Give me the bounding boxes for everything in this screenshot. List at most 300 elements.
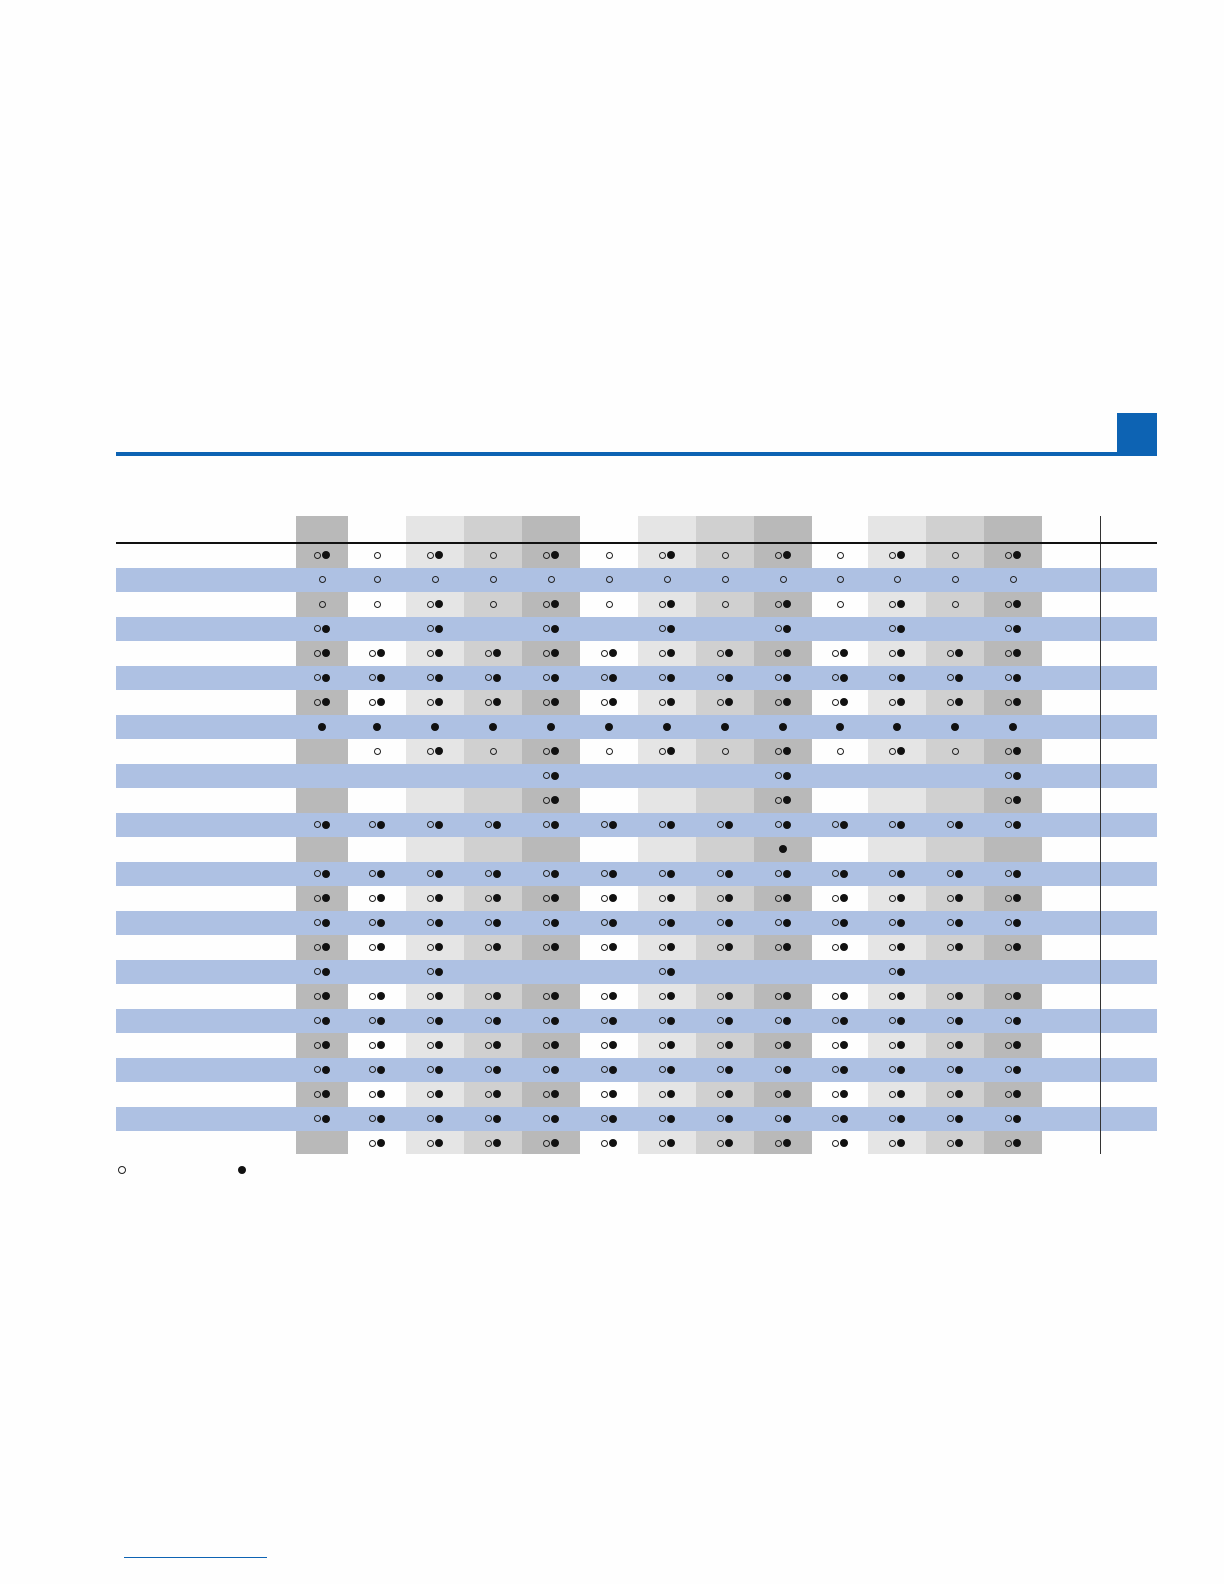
filled-circle-icon bbox=[667, 1115, 675, 1123]
filled-circle-icon bbox=[551, 772, 559, 780]
matrix-cell bbox=[464, 1131, 522, 1156]
open-circle-icon bbox=[659, 748, 666, 755]
row-label bbox=[116, 592, 296, 617]
filled-circle-icon bbox=[322, 1066, 330, 1074]
matrix-cell bbox=[812, 764, 868, 789]
open-circle-icon bbox=[601, 895, 608, 902]
matrix-cell bbox=[1100, 715, 1157, 740]
matrix-cell bbox=[638, 935, 696, 960]
open-circle-icon bbox=[889, 674, 896, 681]
filled-circle-icon bbox=[725, 919, 733, 927]
matrix-cell bbox=[1100, 862, 1157, 887]
filled-circle-icon bbox=[1013, 625, 1021, 633]
section-rule bbox=[116, 452, 1117, 456]
matrix-cell bbox=[868, 592, 926, 617]
matrix-cell bbox=[464, 715, 522, 740]
open-circle-icon bbox=[1005, 1017, 1012, 1024]
matrix-cell bbox=[868, 862, 926, 887]
matrix-cell bbox=[406, 690, 464, 715]
open-circle-icon bbox=[952, 552, 959, 559]
matrix-cell bbox=[926, 1058, 984, 1083]
filled-circle-icon bbox=[609, 919, 617, 927]
filled-circle-icon bbox=[1013, 894, 1021, 902]
row-label bbox=[116, 739, 296, 764]
open-circle-icon bbox=[427, 870, 434, 877]
filled-circle-icon bbox=[1009, 723, 1017, 731]
filled-circle-icon bbox=[897, 1017, 905, 1025]
filled-circle-icon bbox=[435, 674, 443, 682]
open-circle-icon bbox=[601, 1066, 608, 1073]
open-circle-icon bbox=[775, 650, 782, 657]
filled-circle-icon bbox=[667, 821, 675, 829]
matrix-cell bbox=[868, 886, 926, 911]
matrix-cell bbox=[638, 666, 696, 691]
matrix-cell bbox=[348, 715, 406, 740]
matrix-cell bbox=[580, 1082, 638, 1107]
filled-circle-icon bbox=[897, 1041, 905, 1049]
filled-circle-icon bbox=[840, 992, 848, 1000]
filled-circle-icon bbox=[551, 1066, 559, 1074]
matrix-cell bbox=[348, 592, 406, 617]
matrix-cell bbox=[406, 813, 464, 838]
matrix-cell bbox=[984, 1082, 1042, 1107]
filled-circle-icon bbox=[897, 698, 905, 706]
matrix-cell bbox=[754, 543, 812, 568]
filled-circle-icon bbox=[435, 968, 443, 976]
filled-circle-icon bbox=[725, 821, 733, 829]
matrix-cell bbox=[754, 862, 812, 887]
open-circle-icon bbox=[659, 919, 666, 926]
filled-circle-icon bbox=[783, 649, 791, 657]
filled-circle-icon bbox=[1013, 1139, 1021, 1147]
filled-circle-icon bbox=[667, 600, 675, 608]
open-circle-icon bbox=[543, 1017, 550, 1024]
matrix-cell bbox=[868, 1107, 926, 1132]
open-circle-icon bbox=[832, 895, 839, 902]
matrix-cell bbox=[464, 911, 522, 936]
open-circle-icon bbox=[775, 797, 782, 804]
open-circle-icon bbox=[832, 699, 839, 706]
open-circle-icon bbox=[1005, 993, 1012, 1000]
matrix-cell bbox=[348, 1131, 406, 1156]
open-circle-icon bbox=[1005, 674, 1012, 681]
matrix-cell bbox=[812, 984, 868, 1009]
matrix-cell bbox=[296, 592, 348, 617]
matrix-cell bbox=[296, 666, 348, 691]
filled-circle-icon bbox=[725, 1090, 733, 1098]
filled-circle-icon bbox=[1013, 821, 1021, 829]
filled-circle-icon bbox=[1013, 1041, 1021, 1049]
open-circle-icon bbox=[659, 601, 666, 608]
matrix-cell bbox=[1100, 543, 1157, 568]
row-label bbox=[116, 862, 296, 887]
matrix-cell bbox=[696, 568, 754, 593]
open-circle-icon bbox=[1005, 650, 1012, 657]
matrix-cell bbox=[754, 935, 812, 960]
matrix-cell bbox=[522, 568, 580, 593]
matrix-cell bbox=[464, 960, 522, 985]
open-circle-icon bbox=[606, 576, 613, 583]
filled-circle-icon bbox=[897, 1090, 905, 1098]
filled-circle-icon bbox=[783, 992, 791, 1000]
open-circle-icon bbox=[427, 919, 434, 926]
matrix-cell bbox=[464, 788, 522, 813]
open-circle-icon bbox=[314, 552, 321, 559]
matrix-cell bbox=[580, 739, 638, 764]
open-circle-icon bbox=[374, 552, 381, 559]
matrix-cell bbox=[1100, 592, 1157, 617]
filled-circle-icon bbox=[435, 821, 443, 829]
matrix-cell bbox=[1042, 690, 1100, 715]
matrix-cell bbox=[464, 1082, 522, 1107]
matrix-cell bbox=[812, 617, 868, 642]
matrix-cell bbox=[406, 739, 464, 764]
matrix-cell bbox=[1100, 1131, 1157, 1156]
filled-circle-icon bbox=[783, 674, 791, 682]
filled-circle-icon bbox=[955, 1139, 963, 1147]
filled-circle-icon bbox=[663, 723, 671, 731]
open-circle-icon bbox=[369, 1066, 376, 1073]
filled-circle-icon bbox=[551, 821, 559, 829]
open-circle-icon bbox=[717, 919, 724, 926]
filled-circle-icon bbox=[609, 649, 617, 657]
matrix-cell bbox=[868, 690, 926, 715]
open-circle-icon bbox=[427, 968, 434, 975]
open-circle-icon bbox=[543, 601, 550, 608]
row-label bbox=[116, 764, 296, 789]
filled-circle-icon bbox=[377, 1139, 385, 1147]
matrix-cell bbox=[984, 935, 1042, 960]
open-circle-icon bbox=[427, 1115, 434, 1122]
matrix-cell bbox=[926, 1033, 984, 1058]
matrix-cell bbox=[696, 1033, 754, 1058]
matrix-cell bbox=[348, 837, 406, 862]
open-circle-icon bbox=[314, 699, 321, 706]
open-circle-icon bbox=[722, 748, 729, 755]
open-circle-icon bbox=[118, 1166, 126, 1174]
filled-circle-icon bbox=[493, 1139, 501, 1147]
filled-circle-icon bbox=[955, 943, 963, 951]
matrix-cell bbox=[348, 666, 406, 691]
matrix-cell bbox=[696, 666, 754, 691]
open-circle-icon bbox=[947, 821, 954, 828]
open-circle-icon bbox=[374, 748, 381, 755]
open-circle-icon bbox=[717, 895, 724, 902]
matrix-cell bbox=[522, 739, 580, 764]
filled-circle-icon bbox=[551, 1115, 559, 1123]
filled-circle-icon bbox=[493, 649, 501, 657]
matrix-cell bbox=[522, 1082, 580, 1107]
open-circle-icon bbox=[717, 993, 724, 1000]
filled-circle-icon bbox=[897, 600, 905, 608]
filled-circle-icon bbox=[779, 723, 787, 731]
open-circle-icon bbox=[952, 601, 959, 608]
matrix-cell bbox=[754, 764, 812, 789]
open-circle-icon bbox=[889, 625, 896, 632]
matrix-cell bbox=[1100, 739, 1157, 764]
matrix-cell bbox=[580, 837, 638, 862]
matrix-cell bbox=[580, 592, 638, 617]
matrix-cell bbox=[696, 715, 754, 740]
matrix-cell bbox=[348, 886, 406, 911]
filled-circle-icon bbox=[1013, 649, 1021, 657]
open-circle-icon bbox=[369, 1017, 376, 1024]
filled-circle-icon bbox=[783, 870, 791, 878]
open-circle-icon bbox=[490, 552, 497, 559]
matrix-cell bbox=[868, 984, 926, 1009]
matrix-cell bbox=[984, 960, 1042, 985]
matrix-cell bbox=[580, 813, 638, 838]
filled-circle-icon bbox=[377, 1041, 385, 1049]
matrix-cell bbox=[296, 1131, 348, 1156]
filled-circle-icon bbox=[667, 698, 675, 706]
filled-circle-icon bbox=[493, 919, 501, 927]
open-circle-icon bbox=[374, 601, 381, 608]
open-circle-icon bbox=[314, 1066, 321, 1073]
matrix-cell bbox=[406, 568, 464, 593]
open-circle-icon bbox=[717, 821, 724, 828]
matrix-cell bbox=[580, 617, 638, 642]
matrix-cell bbox=[812, 837, 868, 862]
open-circle-icon bbox=[543, 1115, 550, 1122]
open-circle-icon bbox=[601, 699, 608, 706]
open-circle-icon bbox=[1005, 895, 1012, 902]
open-circle-icon bbox=[947, 1042, 954, 1049]
open-circle-icon bbox=[601, 870, 608, 877]
open-circle-icon bbox=[717, 1091, 724, 1098]
matrix-cell bbox=[926, 886, 984, 911]
row-label bbox=[116, 788, 296, 813]
matrix-cell bbox=[696, 886, 754, 911]
matrix-cell bbox=[296, 1033, 348, 1058]
matrix-cell bbox=[1042, 1131, 1100, 1156]
filled-circle-icon bbox=[377, 894, 385, 902]
open-circle-icon bbox=[543, 870, 550, 877]
filled-circle-icon bbox=[783, 821, 791, 829]
open-circle-icon bbox=[427, 1140, 434, 1147]
matrix-cell bbox=[580, 1009, 638, 1034]
open-circle-icon bbox=[947, 650, 954, 657]
filled-circle-icon bbox=[551, 1139, 559, 1147]
filled-circle-icon bbox=[609, 1115, 617, 1123]
row-label bbox=[116, 715, 296, 740]
open-circle-icon bbox=[889, 1042, 896, 1049]
filled-circle-icon bbox=[238, 1166, 246, 1174]
matrix-cell bbox=[638, 960, 696, 985]
matrix-cell bbox=[1100, 813, 1157, 838]
filled-circle-icon bbox=[493, 821, 501, 829]
open-circle-icon bbox=[601, 919, 608, 926]
matrix-cell bbox=[296, 984, 348, 1009]
filled-circle-icon bbox=[609, 1139, 617, 1147]
matrix-cell bbox=[522, 886, 580, 911]
matrix-cell bbox=[296, 960, 348, 985]
filled-circle-icon bbox=[377, 1017, 385, 1025]
row-label bbox=[116, 1058, 296, 1083]
open-circle-icon bbox=[485, 895, 492, 902]
filled-circle-icon bbox=[377, 1066, 385, 1074]
matrix-cell bbox=[868, 617, 926, 642]
matrix-cell bbox=[754, 911, 812, 936]
matrix-cell bbox=[868, 666, 926, 691]
matrix-cell bbox=[754, 813, 812, 838]
matrix-cell bbox=[296, 641, 348, 666]
matrix-cell bbox=[1100, 641, 1157, 666]
row-label bbox=[116, 690, 296, 715]
open-circle-icon bbox=[314, 625, 321, 632]
filled-circle-icon bbox=[783, 1066, 791, 1074]
open-circle-icon bbox=[427, 993, 434, 1000]
matrix-cell bbox=[754, 1082, 812, 1107]
open-circle-icon bbox=[1005, 552, 1012, 559]
matrix-cell bbox=[868, 641, 926, 666]
open-circle-icon bbox=[837, 552, 844, 559]
matrix-cell bbox=[522, 813, 580, 838]
matrix-cell bbox=[296, 1058, 348, 1083]
filled-circle-icon bbox=[609, 674, 617, 682]
filled-circle-icon bbox=[1013, 747, 1021, 755]
open-circle-icon bbox=[832, 1042, 839, 1049]
matrix-cell bbox=[868, 1058, 926, 1083]
matrix-cell bbox=[868, 837, 926, 862]
matrix-cell bbox=[1042, 1009, 1100, 1034]
matrix-cell bbox=[696, 862, 754, 887]
filled-circle-icon bbox=[667, 919, 675, 927]
matrix-cell bbox=[754, 715, 812, 740]
matrix-cell bbox=[926, 984, 984, 1009]
filled-circle-icon bbox=[1013, 1090, 1021, 1098]
matrix-cell bbox=[580, 641, 638, 666]
matrix-cell bbox=[638, 1082, 696, 1107]
matrix-cell bbox=[348, 1082, 406, 1107]
open-circle-icon bbox=[832, 1091, 839, 1098]
open-circle-icon bbox=[1005, 699, 1012, 706]
open-circle-icon bbox=[659, 674, 666, 681]
open-circle-icon bbox=[947, 699, 954, 706]
open-circle-icon bbox=[717, 1042, 724, 1049]
matrix-cell bbox=[696, 1058, 754, 1083]
filled-circle-icon bbox=[840, 1090, 848, 1098]
matrix-cell bbox=[464, 1107, 522, 1132]
open-circle-icon bbox=[1005, 1066, 1012, 1073]
filled-circle-icon bbox=[725, 649, 733, 657]
filled-circle-icon bbox=[1013, 796, 1021, 804]
open-circle-icon bbox=[837, 748, 844, 755]
open-circle-icon bbox=[889, 1140, 896, 1147]
matrix-cell bbox=[696, 1107, 754, 1132]
matrix-cell bbox=[464, 617, 522, 642]
open-circle-icon bbox=[717, 870, 724, 877]
filled-circle-icon bbox=[667, 894, 675, 902]
filled-circle-icon bbox=[373, 723, 381, 731]
open-circle-icon bbox=[427, 674, 434, 681]
filled-circle-icon bbox=[667, 1041, 675, 1049]
matrix-cell bbox=[638, 764, 696, 789]
column-header bbox=[580, 516, 638, 542]
matrix-cell bbox=[696, 1009, 754, 1034]
filled-circle-icon bbox=[840, 821, 848, 829]
open-circle-icon bbox=[369, 919, 376, 926]
open-circle-icon bbox=[485, 944, 492, 951]
column-header bbox=[812, 516, 868, 542]
open-circle-icon bbox=[543, 797, 550, 804]
filled-circle-icon bbox=[955, 1066, 963, 1074]
open-circle-icon bbox=[952, 748, 959, 755]
matrix-cell bbox=[926, 617, 984, 642]
matrix-cell bbox=[406, 617, 464, 642]
open-circle-icon bbox=[369, 650, 376, 657]
open-circle-icon bbox=[889, 1091, 896, 1098]
matrix-cell bbox=[984, 862, 1042, 887]
open-circle-icon bbox=[601, 1042, 608, 1049]
filled-circle-icon bbox=[322, 674, 330, 682]
matrix-cell bbox=[406, 1033, 464, 1058]
footer-link-underline[interactable] bbox=[124, 1557, 267, 1558]
matrix-cell bbox=[868, 813, 926, 838]
filled-circle-icon bbox=[1013, 551, 1021, 559]
matrix-cell bbox=[926, 935, 984, 960]
filled-circle-icon bbox=[377, 870, 385, 878]
filled-circle-icon bbox=[721, 723, 729, 731]
matrix-cell bbox=[638, 984, 696, 1009]
matrix-cell bbox=[1100, 911, 1157, 936]
open-circle-icon bbox=[1005, 1140, 1012, 1147]
open-circle-icon bbox=[427, 821, 434, 828]
open-circle-icon bbox=[427, 650, 434, 657]
matrix-cell bbox=[638, 1009, 696, 1034]
filled-circle-icon bbox=[897, 992, 905, 1000]
open-circle-icon bbox=[427, 601, 434, 608]
matrix-cell bbox=[868, 1009, 926, 1034]
matrix-cell bbox=[812, 666, 868, 691]
open-circle-icon bbox=[606, 601, 613, 608]
filled-circle-icon bbox=[493, 870, 501, 878]
open-circle-icon bbox=[1010, 576, 1017, 583]
matrix-cell bbox=[1100, 1058, 1157, 1083]
open-circle-icon bbox=[659, 895, 666, 902]
filled-circle-icon bbox=[377, 698, 385, 706]
matrix-cell bbox=[348, 1107, 406, 1132]
filled-circle-icon bbox=[955, 992, 963, 1000]
matrix-cell bbox=[696, 911, 754, 936]
matrix-cell bbox=[406, 543, 464, 568]
filled-circle-icon bbox=[667, 674, 675, 682]
filled-circle-icon bbox=[1013, 870, 1021, 878]
filled-circle-icon bbox=[435, 1017, 443, 1025]
matrix-cell bbox=[926, 1082, 984, 1107]
filled-circle-icon bbox=[493, 1090, 501, 1098]
matrix-cell bbox=[522, 1009, 580, 1034]
open-circle-icon bbox=[1005, 821, 1012, 828]
open-circle-icon bbox=[717, 699, 724, 706]
open-circle-icon bbox=[775, 772, 782, 779]
open-circle-icon bbox=[947, 993, 954, 1000]
filled-circle-icon bbox=[551, 1090, 559, 1098]
matrix-cell bbox=[1100, 764, 1157, 789]
filled-circle-icon bbox=[551, 600, 559, 608]
filled-circle-icon bbox=[435, 919, 443, 927]
column-header bbox=[1100, 516, 1157, 542]
matrix-cell bbox=[696, 788, 754, 813]
open-circle-icon bbox=[543, 552, 550, 559]
matrix-cell bbox=[580, 960, 638, 985]
open-circle-icon bbox=[775, 1042, 782, 1049]
filled-circle-icon bbox=[377, 1090, 385, 1098]
row-label bbox=[116, 666, 296, 691]
row-label bbox=[116, 568, 296, 593]
open-circle-icon bbox=[659, 625, 666, 632]
filled-circle-icon bbox=[897, 1139, 905, 1147]
